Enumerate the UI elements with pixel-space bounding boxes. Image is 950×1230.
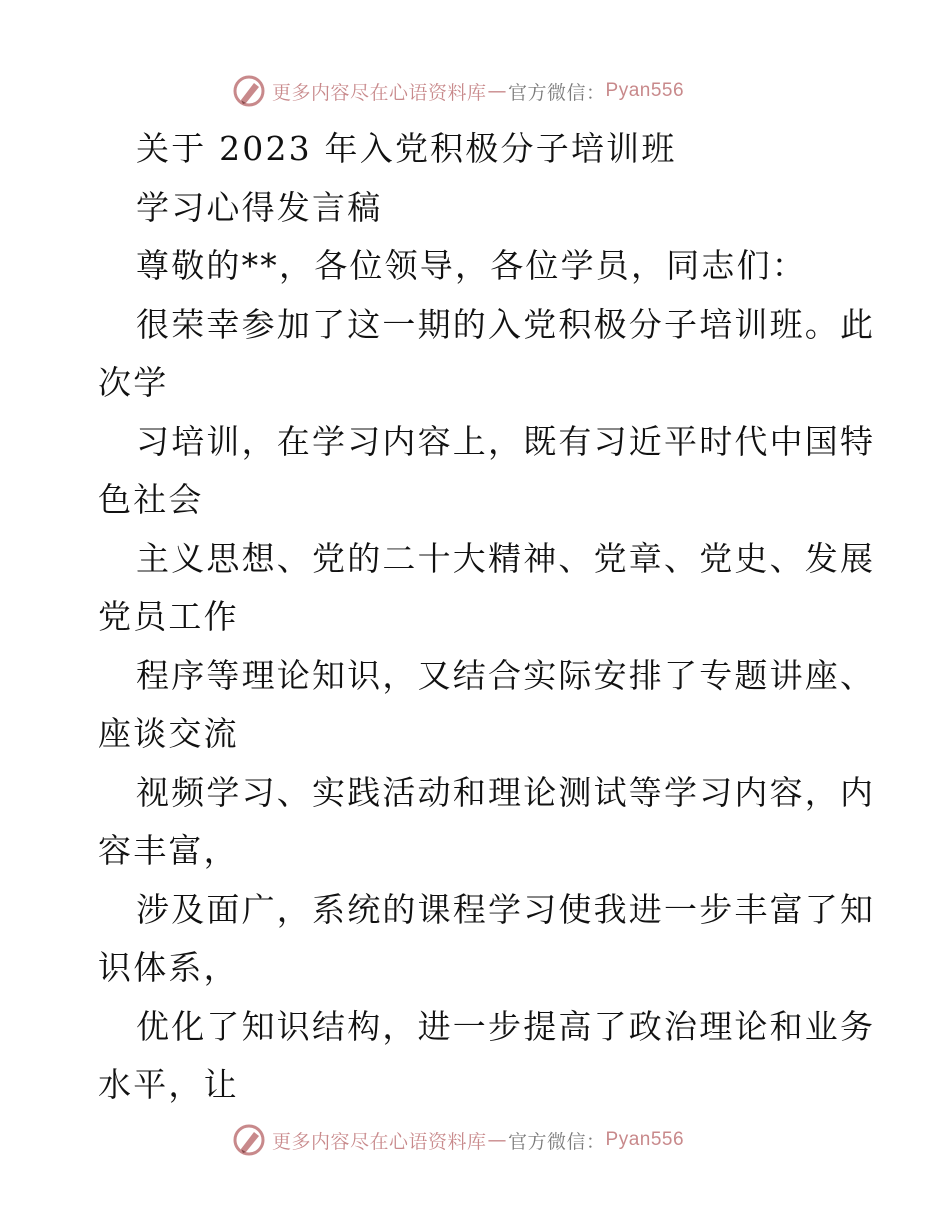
title-line-2: 学习心得发言稿 — [136, 187, 383, 227]
body-line: 容丰富， — [98, 831, 239, 870]
watermark-dash: — — [487, 1129, 508, 1151]
body-line: 主义思想、党的二十大精神、党章、党史、发展 — [136, 538, 876, 578]
footer-watermark — [232, 1121, 684, 1159]
watermark-text: 更多内容尽在心语资料库 — [272, 81, 487, 104]
body-line: 程序等理论知识，又结合实际安排了专题讲座、 — [136, 655, 876, 695]
body-line: 很荣幸参加了这一期的入党积极分子培训班。此 — [136, 304, 876, 344]
watermark-wechat-label: 官方微信： — [508, 81, 606, 104]
body-line: 涉及面广，系统的课程学习使我进一步丰富了知 — [136, 889, 876, 929]
pen-logo-icon — [232, 1123, 266, 1157]
watermark-dash: — — [487, 80, 508, 102]
body-line: 次学 — [98, 363, 169, 402]
body-line: 水平，让 — [98, 1065, 239, 1104]
watermark-wechat-id: Pyan556 — [605, 80, 685, 101]
body-line: 党员工作 — [98, 597, 239, 636]
watermark-wechat-id: Pyan556 — [605, 1129, 685, 1150]
watermark-wechat-label: 官方微信： — [508, 1130, 606, 1153]
body-line: 识体系， — [98, 948, 239, 987]
salutation-line: 尊敬的**，各位领导，各位学员，同志们： — [136, 246, 807, 285]
watermark-text: 更多内容尽在心语资料库 — [272, 1130, 487, 1153]
pen-logo-icon — [232, 74, 266, 108]
title-line-1: 关于 2023 年入党积极分子培训班 — [136, 129, 677, 168]
body-line: 优化了知识结构，进一步提高了政治理论和业务 — [136, 1006, 876, 1046]
body-line: 视频学习、实践活动和理论测试等学习内容，内 — [136, 772, 876, 812]
body-line: 色社会 — [98, 480, 204, 519]
header-watermark — [232, 72, 684, 110]
body-line: 习培训，在学习内容上，既有习近平时代中国特 — [136, 421, 876, 461]
document-body — [98, 120, 876, 1115]
body-line: 座谈交流 — [98, 714, 239, 753]
